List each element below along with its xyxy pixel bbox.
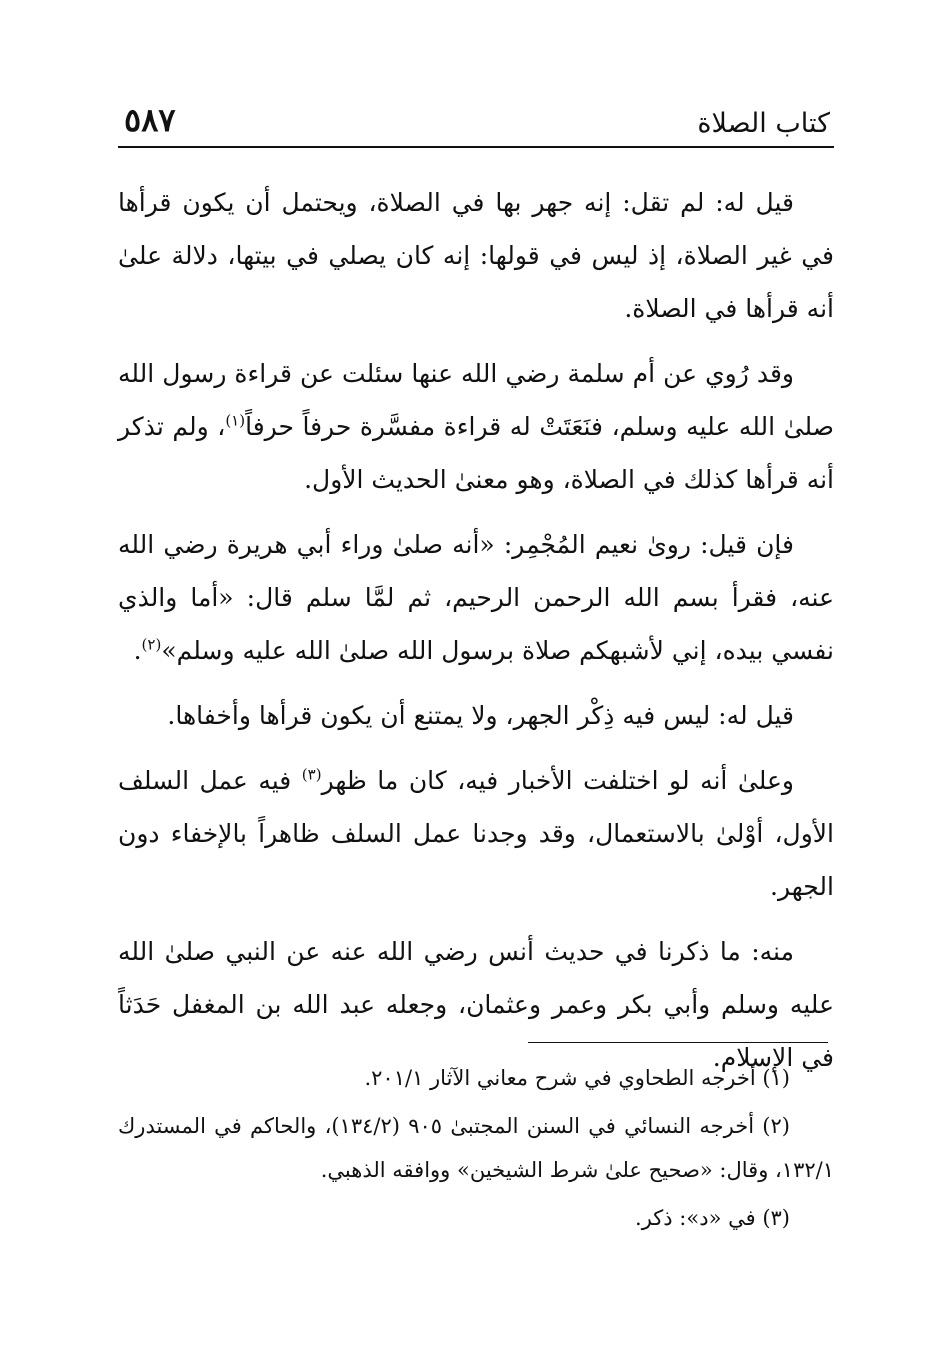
footnote-reference: (٣)	[301, 765, 322, 784]
paragraph	[118, 347, 834, 506]
paragraph	[118, 518, 834, 677]
paragraph-text: فيه عمل السلف الأول، أوْلىٰ بالاستعمال، وقد وجدنا عمل السلف ظاهراً بالإخفاء دون الجهر.	[118, 766, 834, 901]
footnote-reference: (٢)	[141, 635, 162, 654]
page-number: ٥٨٧	[124, 101, 176, 139]
footnote: (٢) أخرجه النسائي في السنن المجتبىٰ ٩٠٥ (١٣٤/٢)، والحاكم في المستدرك ١٣٢/١، وقال: «صحيح علىٰ شرط الشيخين» ووافقه الذهبي.	[118, 1114, 834, 1182]
paragraph: قيل له: ليس فيه ذِكْر الجهر، ولا يمتنع أن يكون قرأها وأخفاها.	[167, 701, 794, 730]
running-header	[118, 100, 834, 148]
footnote-separator	[528, 1042, 828, 1043]
footnote: (١) أخرجه الطحاوي في شرح معاني الآثار ٢٠١/١.	[364, 1066, 790, 1090]
footnote: (٣) في «د»: ذكر.	[635, 1206, 790, 1230]
paragraph: منه: ما ذكرنا في حديث أنس رضي الله عنه عن النبي صلىٰ الله عليه وسلم وأبي بكر وعمر وعثمان، وجعله عبد الله بن المغفل حَدَثاً في الإسلام.	[118, 937, 834, 1072]
paragraph-text: فإن قيل: روىٰ نعيم المُجْمِر: «أنه صلىٰ وراء أبي هريرة رضي الله عنه، فقرأ بسم الله الرحمن الرحيم، ثم لمَّا سلم قال: «أما والذي نفسي بيده، إني لأشبهكم صلاة برسول الله صلىٰ الله عليه وسلم»	[118, 530, 834, 665]
main-text	[118, 176, 834, 1096]
paragraph: قيل له: لم تقل: إنه جهر بها في الصلاة، ويحتمل أن يكون قرأها في غير الصلاة، إذ ليس في قولها: إنه كان يصلي في بيتها، دلالة علىٰ أنه قرأها في الصلاة.	[118, 188, 834, 323]
footnote-reference: (١)	[225, 411, 246, 430]
paragraph-text: ، ولم تذكر أنه قرأها كذلك في الصلاة، وهو معنىٰ الحديث الأول.	[118, 412, 834, 494]
paragraph	[118, 754, 834, 913]
chapter-title: كتاب الصلاة	[697, 108, 830, 139]
footnotes	[118, 1056, 834, 1244]
paragraph-text: .	[133, 636, 142, 665]
paragraph-text: وعلىٰ أنه لو اختلفت الأخبار فيه، كان ما ظهر	[321, 766, 794, 795]
paragraph-text: وقد رُوي عن أم سلمة رضي الله عنها سئلت عن قراءة رسول الله صلىٰ الله عليه وسلم، فنَعَتَتْ له قراءة مفسَّرة حرفاً حرفاً	[118, 359, 834, 441]
